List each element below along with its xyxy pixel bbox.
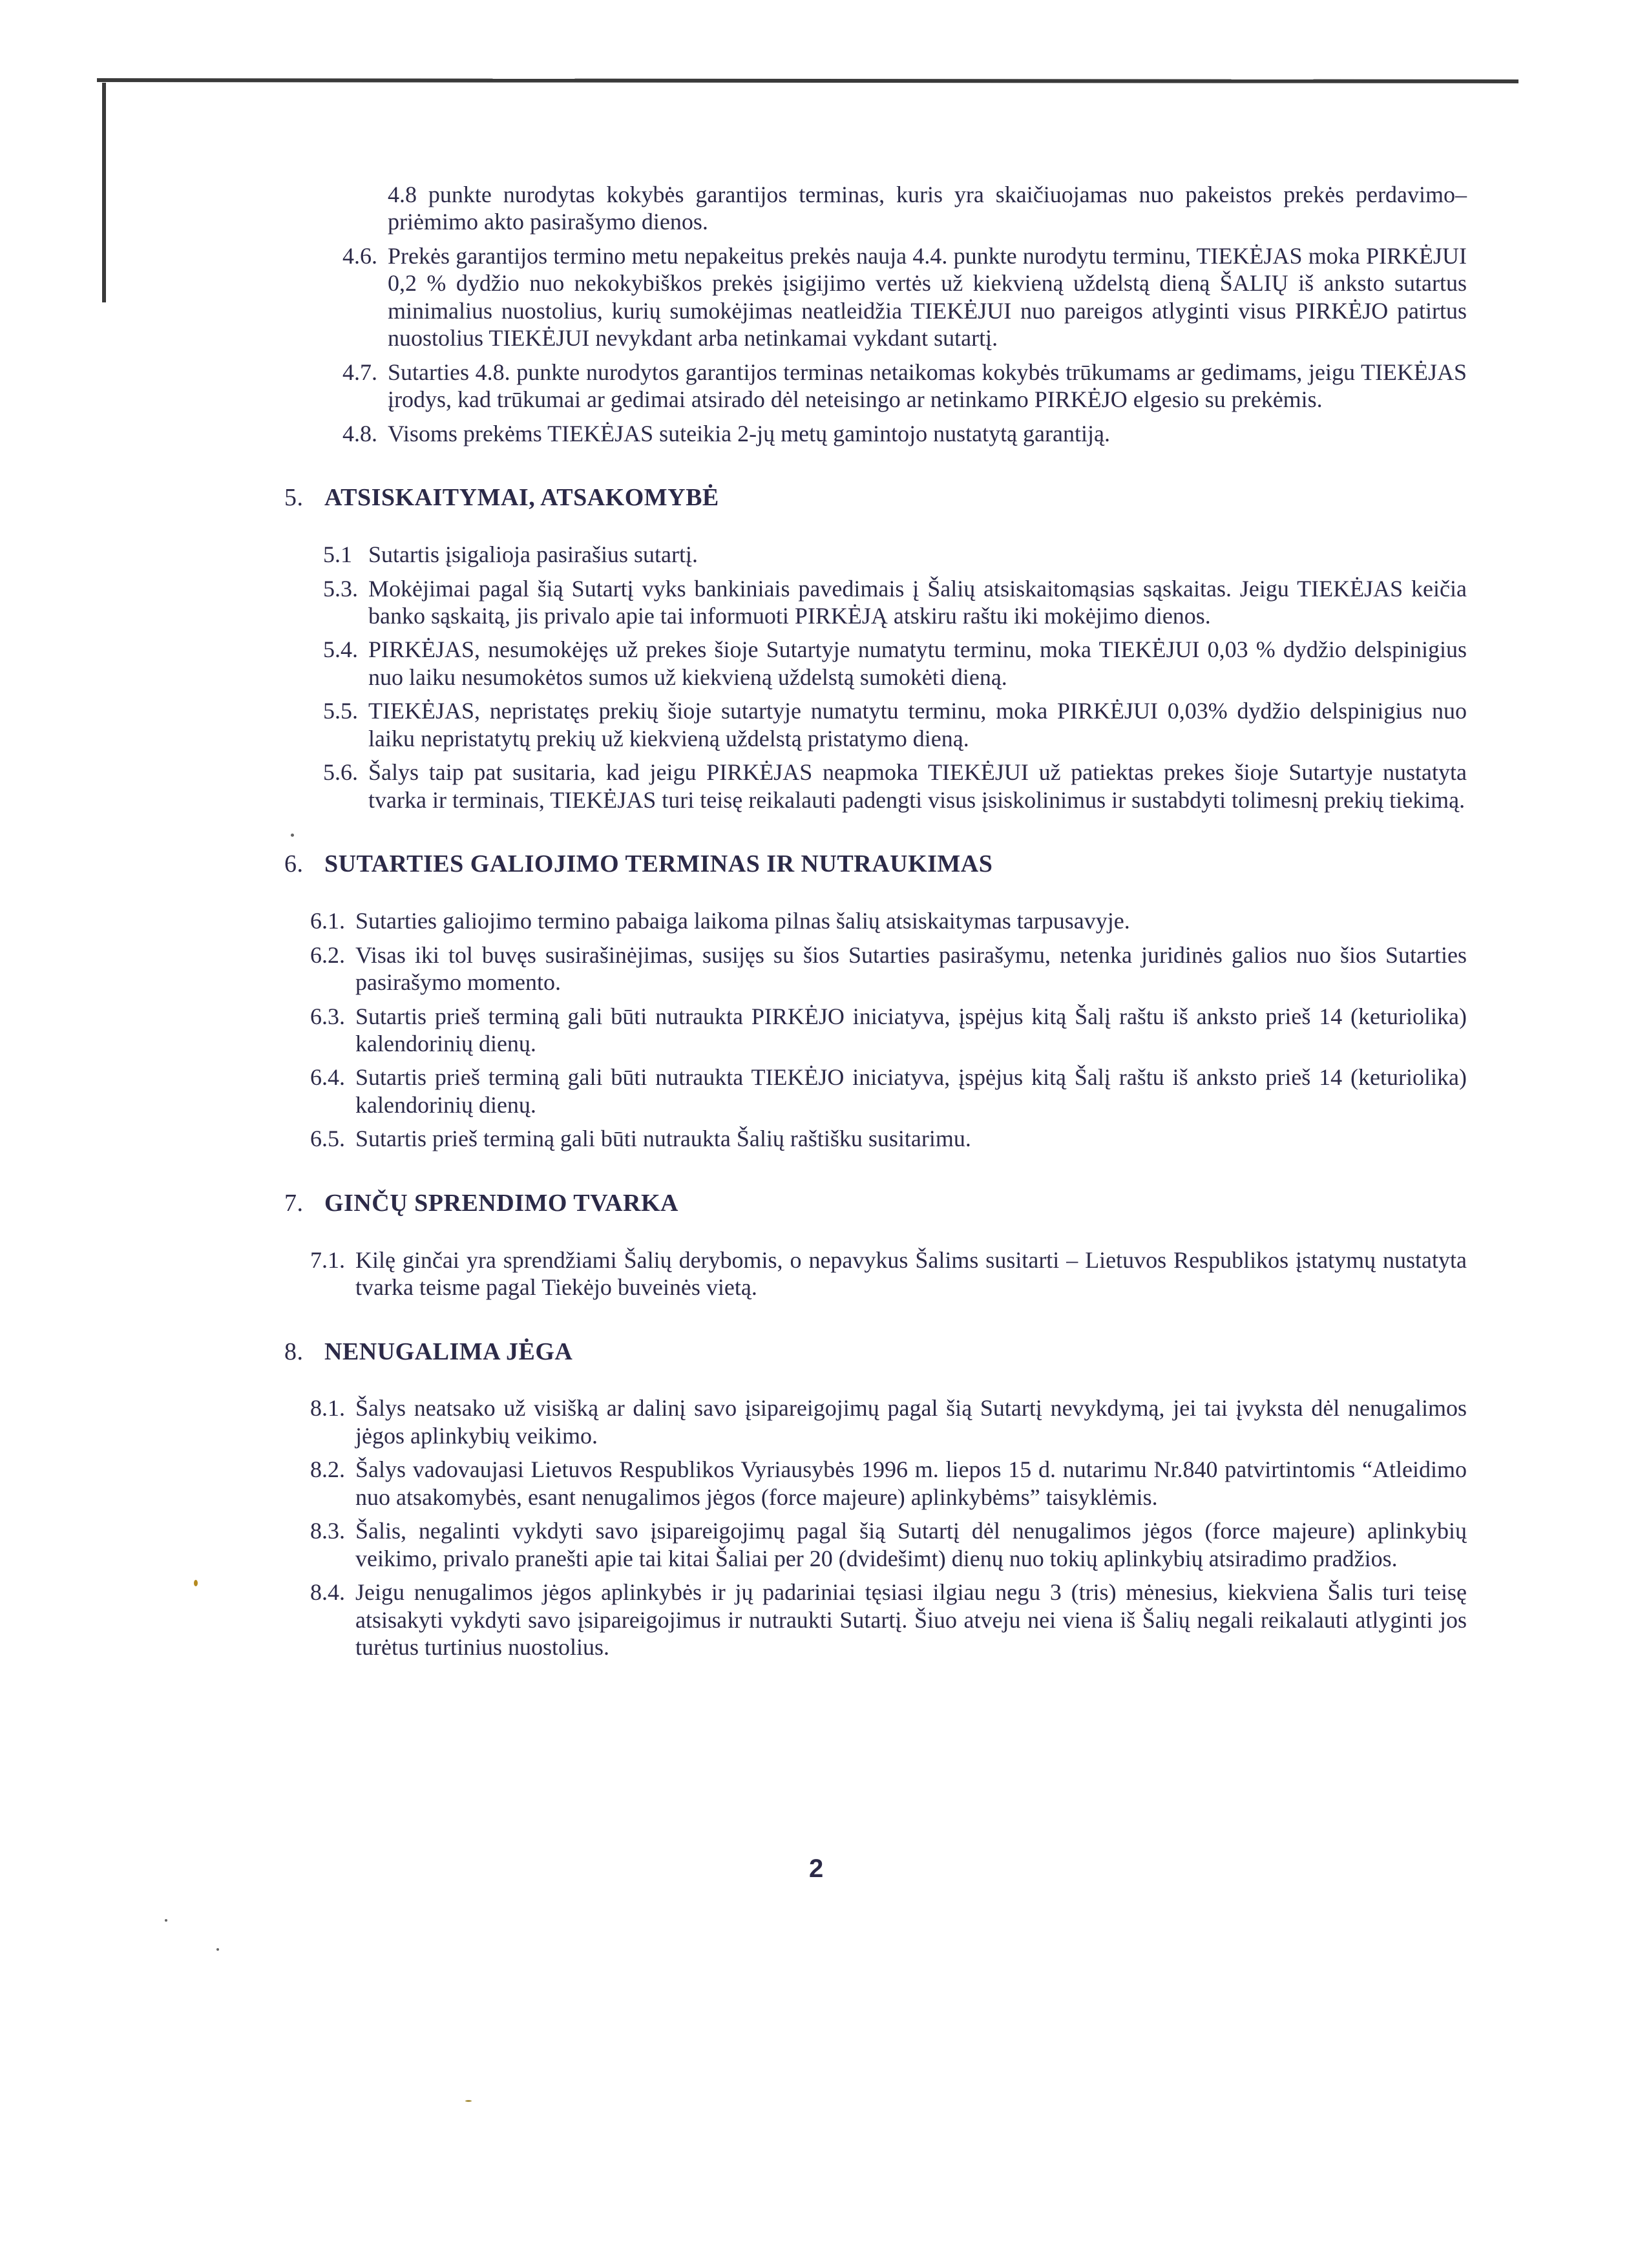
clause-number: 8.4. xyxy=(310,1579,345,1606)
clause-text: Prekės garantijos termino metu nepakeitus prekės nauja 4.4. punkte nurodytu terminu, TIEKĖJAS moka PIRKĖJUI 0,2 % dydžio nuo nekokybiškos prekės įsigijimo vertės už kiekvieną uždelstą dieną ŠALIŲ iš anksto sutartus minimalius nuostolius, kurių sumokėjimas neatleidžia TIEKĖJUI nuo pareigos atlyginti visus PIRKĖJO patirtus nuostolius TIEKĖJUI nevykdant arba netinkamai vykdant sutartį. xyxy=(388,242,1467,352)
clause-text: Sutartis prieš terminą gali būti nutraukta TIEKĖJO iniciatyva, įspėjus kitą Šalį raštu iš anksto prieš 14 (keturiolika) kalendorinių dienų. xyxy=(355,1064,1467,1118)
page-number: 2 xyxy=(809,1854,824,1883)
clause-paragraph xyxy=(310,1125,1467,1152)
clause-paragraph xyxy=(310,1064,1467,1118)
clause-paragraph xyxy=(310,1579,1467,1661)
clause-paragraph xyxy=(323,697,1467,752)
clause-number: 6.1. xyxy=(310,908,345,934)
clause-number: 6.5. xyxy=(310,1126,345,1152)
section-heading xyxy=(284,1338,1467,1367)
clause-paragraph xyxy=(388,181,1467,236)
clause-paragraph xyxy=(342,359,1467,414)
clause-text: Sutarties 4.8. punkte nurodytos garantijos terminas netaikomas kokybės trūkumams ar gedimams, jeigu TIEKĖJAS įrodys, kad trūkumai ar gedimai atsirado dėl neteisingo ar netinkamo PIRKĖJO elgesio su prekėmis. xyxy=(388,359,1467,413)
section-title: GINČŲ SPRENDIMO TVARKA xyxy=(324,1189,678,1217)
clause-paragraph xyxy=(323,759,1467,814)
clause-number: 4.7. xyxy=(342,359,377,385)
clause-text: Sutartis prieš terminą gali būti nutraukta Šalių raštišku susitarimu. xyxy=(355,1126,971,1152)
clause-text: 4.8 punkte nurodytas kokybės garantijos terminas, kuris yra skaičiuojamas nuo pakeistos prekės perdavimo–priėmimo akto pasirašymo dienos. xyxy=(388,182,1467,235)
clause-paragraph xyxy=(323,636,1467,691)
clause-paragraph xyxy=(310,1246,1467,1301)
clause-text: Sutartis įsigalioja pasirašius sutartį. xyxy=(368,541,698,568)
clause-paragraph xyxy=(310,1003,1467,1058)
clause-text: Šalys neatsako už visišką ar dalinį savo įsipareigojimų pagal šią Sutartį nevykdymą, jei tai įvyksta dėl nenugalimos jėgos aplinkybių veikimo. xyxy=(355,1395,1467,1449)
clause-paragraph xyxy=(310,941,1467,996)
clause-number: 6.4. xyxy=(310,1064,345,1091)
scan-speck xyxy=(165,1919,167,1922)
section-number: 6. xyxy=(284,850,304,878)
section-heading xyxy=(284,1189,1467,1218)
clause-paragraph xyxy=(323,541,1467,568)
clause-number: 5.5. xyxy=(323,698,358,724)
scan-speck xyxy=(194,1580,198,1586)
scan-speck xyxy=(216,1948,219,1951)
clause-number: 7.1. xyxy=(310,1246,345,1273)
clause-number: 6.3. xyxy=(310,1003,345,1029)
clause-number: 5.6. xyxy=(323,759,358,786)
clause-paragraph xyxy=(310,907,1467,934)
section-number: 7. xyxy=(284,1189,304,1217)
document-body xyxy=(284,181,1467,1668)
clause-number: 8.3. xyxy=(310,1518,345,1544)
scan-border-top xyxy=(97,78,1518,83)
clause-number: 6.2. xyxy=(310,941,345,968)
clause-paragraph xyxy=(310,1394,1467,1449)
clause-text: TIEKĖJAS, nepristatęs prekių šioje sutartyje numatytu terminu, moka PIRKĖJUI 0,03% dydžio delspinigius nuo laiku nepristatytų prekių už kiekvieną uždelstą pristatymo dieną. xyxy=(368,698,1467,751)
section-heading xyxy=(284,483,1467,512)
clause-paragraph xyxy=(342,242,1467,352)
section-title: NENUGALIMA JĖGA xyxy=(324,1338,573,1365)
clause-text: Kilę ginčai yra sprendžiami Šalių derybomis, o nepavykus Šalims susitarti – Lietuvos Respublikos įstatymų nustatyta tvarka teisme pagal Tiekėjo buveinės vietą. xyxy=(355,1246,1467,1301)
clause-number: 5.4. xyxy=(323,636,358,663)
clause-number: 5.3. xyxy=(323,575,358,602)
clause-text: Šalis, negalinti vykdyti savo įsipareigojimų pagal šią Sutartį dėl nenugalimos jėgos (force majeure) aplinkybių veikimo, privalo pranešti apie tai kitai Šaliai per 20 (dvidešimt) dienų nuo tokių aplinkybių atsiradimo pradžios. xyxy=(355,1518,1467,1571)
clause-text: Visoms prekėms TIEKĖJAS suteikia 2-jų metų gamintojo nustatytą garantiją. xyxy=(388,420,1110,446)
clause-text: Sutartis prieš terminą gali būti nutraukta PIRKĖJO iniciatyva, įspėjus kitą Šalį raštu iš anksto prieš 14 (keturiolika) kalendorinių dienų. xyxy=(355,1003,1467,1056)
clause-number: 4.6. xyxy=(342,242,377,269)
clause-number: 8.1. xyxy=(310,1395,345,1422)
clause-text: Visas iki tol buvęs susirašinėjimas, susijęs su šios Sutarties pasirašymu, netenka juridinės galios nuo šios Sutarties pasirašymo momento. xyxy=(355,941,1467,996)
clause-text: Šalys taip pat susitaria, kad jeigu PIRKĖJAS neapmoka TIEKĖJUI už patiektas prekes šioje Sutartyje nustatyta tvarka ir terminais, TIEKĖJAS turi teisę reikalauti padengti visus įsiskolinimus ir sustabdyti tolimesnį prekių tiekimą. xyxy=(368,759,1467,813)
clause-text: PIRKĖJAS, nesumokėjęs už prekes šioje Sutartyje numatytu terminu, moka TIEKĖJUI 0,03 % dydžio delspinigius nuo laiku nesumokėtos sumos už kiekvieną uždelstą sumokėti dieną. xyxy=(368,636,1467,690)
clause-text: Jeigu nenugalimos jėgos aplinkybės ir jų padariniai tęsiasi ilgiau negu 3 (tris) mėnesius, kiekviena Šalis turi teisę atsisakyti vykdyti savo įsipareigojimus ir nutraukti Sutartį. Šiuo atveju nei viena iš Šalių negali reikalauti atlyginti jos turėtus turtinius nuostolius. xyxy=(355,1579,1467,1661)
section-title: SUTARTIES GALIOJIMO TERMINAS IR NUTRAUKIMAS xyxy=(324,850,993,878)
clause-number: 4.8. xyxy=(342,420,377,446)
clause-text: Šalys vadovaujasi Lietuvos Respublikos Vyriausybės 1996 m. liepos 15 d. nutarimu Nr.840 patvirtintomis “Atleidimo nuo atsakomybės, esant nenugalimos jėgos (force majeure) aplinkybėms” taisyklėmis. xyxy=(355,1456,1467,1510)
section-title: ATSISKAITYMAI, ATSAKOMYBĖ xyxy=(324,484,719,512)
clause-text: Mokėjimai pagal šią Sutartį vyks bankiniais pavedimais į Šalių atsiskaitomąsias sąskaitas. Jeigu TIEKĖJAS keičia banko sąskaitą, jis privalo apie tai informuoti PIRKĖJĄ atskiru raštu iki mokėjimo dienos. xyxy=(368,575,1467,629)
clause-paragraph xyxy=(310,1517,1467,1572)
clause-paragraph xyxy=(323,575,1467,630)
clause-text: Sutarties galiojimo termino pabaiga laikoma pilnas šalių atsiskaitymas tarpusavyje. xyxy=(355,908,1130,934)
clause-paragraph xyxy=(310,1456,1467,1511)
scan-border-left xyxy=(102,83,106,302)
section-number: 5. xyxy=(284,484,304,512)
clause-number: 5.1 xyxy=(323,541,352,568)
scan-speck xyxy=(465,2100,472,2102)
section-heading xyxy=(284,850,1467,879)
section-number: 8. xyxy=(284,1338,304,1365)
clause-number: 8.2. xyxy=(310,1456,345,1483)
clause-paragraph xyxy=(342,420,1467,447)
